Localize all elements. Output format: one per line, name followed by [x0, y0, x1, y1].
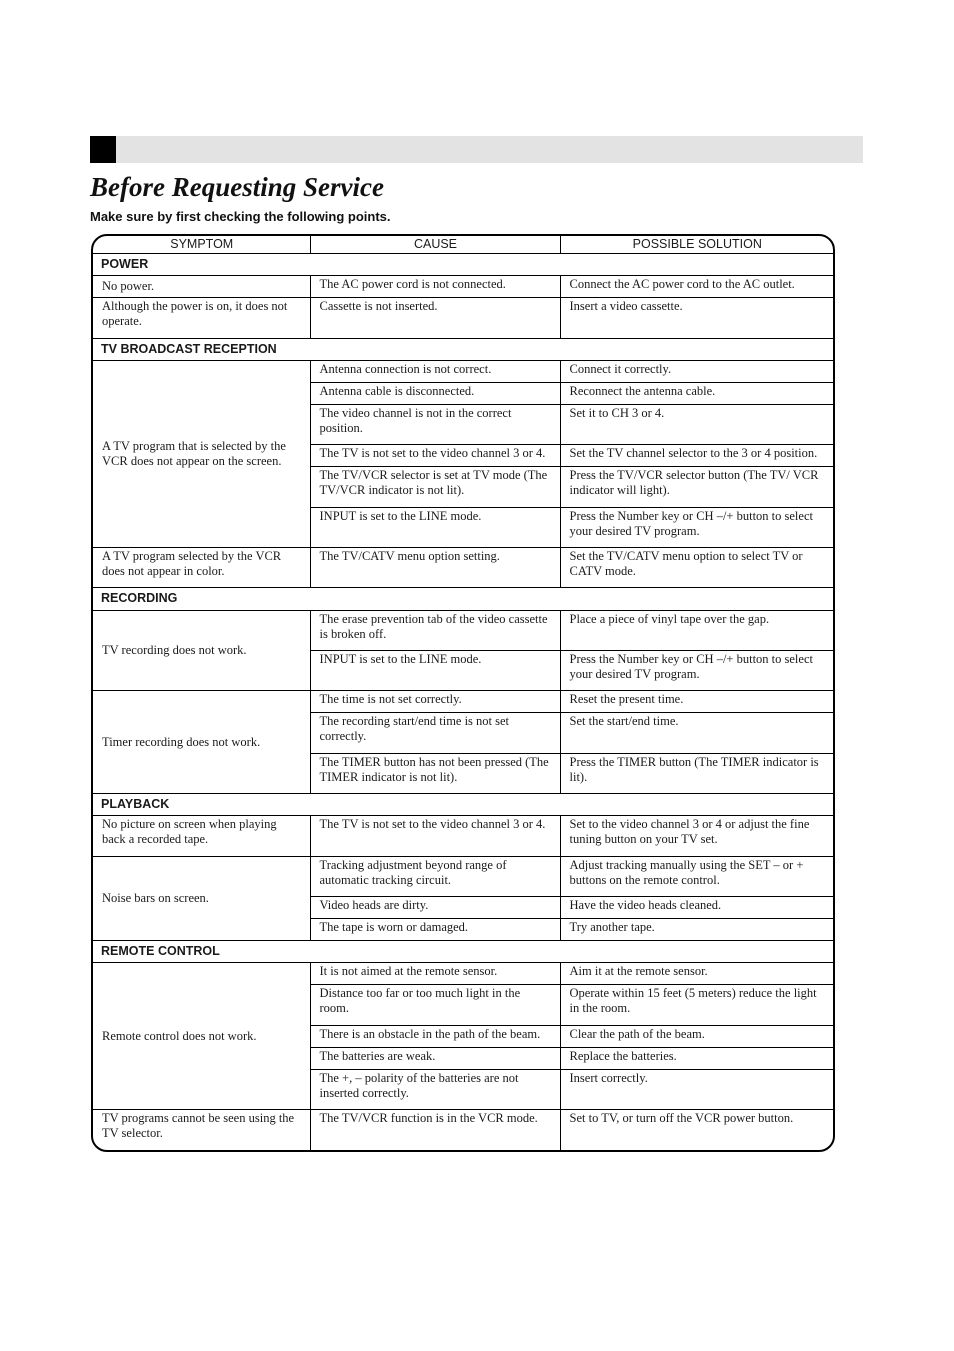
- cause-cell: The erase prevention tab of the video cassette is broken off.: [310, 610, 560, 650]
- table-row: [93, 360, 833, 382]
- cause-cell: The TV is not set to the video channel 3 or 4.: [310, 445, 560, 467]
- cause-cell: Antenna connection is not correct.: [310, 360, 560, 382]
- cause-cell: The video channel is not in the correct position.: [310, 404, 560, 444]
- cause-cell: The TV/VCR selector is set at TV mode (The TV/VCR indicator is not lit).: [310, 467, 560, 507]
- symptom-cell: Timer recording does not work.: [93, 691, 310, 794]
- header-symptom: SYMPTOM: [93, 236, 310, 254]
- table-row: [93, 691, 833, 713]
- section-row: [93, 338, 833, 360]
- section-title: REMOTE CONTROL: [93, 941, 833, 963]
- cause-cell: Tracking adjustment beyond range of automatic tracking circuit.: [310, 856, 560, 896]
- section-row: [93, 941, 833, 963]
- cause-cell: The batteries are weak.: [310, 1047, 560, 1069]
- solution-cell: Set the TV channel selector to the 3 or 4 position.: [560, 445, 833, 467]
- header-bar: [90, 136, 863, 163]
- symptom-cell: A TV program that is selected by the VCR does not appear on the screen.: [93, 360, 310, 547]
- table-row: [93, 548, 833, 588]
- symptom-cell: Although the power is on, it does not operate.: [93, 298, 310, 338]
- page-title: Before Requesting Service: [90, 172, 384, 202]
- table-row: [93, 963, 833, 985]
- cause-cell: Distance too far or too much light in the room.: [310, 985, 560, 1025]
- solution-cell: Set to the video channel 3 or 4 or adjust the fine tuning button on your TV set.: [560, 816, 833, 856]
- section-title: POWER: [93, 254, 833, 276]
- table-body: [93, 254, 833, 1151]
- solution-cell: Adjust tracking manually using the SET – or + buttons on the remote control.: [560, 856, 833, 896]
- table-row: [93, 276, 833, 298]
- cause-cell: Video heads are dirty.: [310, 897, 560, 919]
- solution-cell: Replace the batteries.: [560, 1047, 833, 1069]
- symptom-cell: A TV program selected by the VCR does not appear in color.: [93, 548, 310, 588]
- cause-cell: The TV/CATV menu option setting.: [310, 548, 560, 588]
- symptom-cell: No picture on screen when playing back a recorded tape.: [93, 816, 310, 856]
- solution-cell: Press the TIMER button (The TIMER indicator is lit).: [560, 753, 833, 793]
- page-subtitle: Make sure by first checking the following points.: [90, 209, 391, 224]
- solution-cell: Reset the present time.: [560, 691, 833, 713]
- table-row: [93, 610, 833, 650]
- solution-cell: Insert a video cassette.: [560, 298, 833, 338]
- section-title: TV BROADCAST RECEPTION: [93, 338, 833, 360]
- solution-cell: Set the start/end time.: [560, 713, 833, 753]
- cause-cell: INPUT is set to the LINE mode.: [310, 507, 560, 547]
- cause-cell: Cassette is not inserted.: [310, 298, 560, 338]
- solution-cell: Press the Number key or CH –/+ button to select your desired TV program.: [560, 650, 833, 690]
- table-row: [93, 1110, 833, 1150]
- cause-cell: The TV is not set to the video channel 3 or 4.: [310, 816, 560, 856]
- solution-cell: Aim it at the remote sensor.: [560, 963, 833, 985]
- solution-cell: Set it to CH 3 or 4.: [560, 404, 833, 444]
- cause-cell: The +, – polarity of the batteries are not inserted correctly.: [310, 1069, 560, 1109]
- solution-cell: Connect it correctly.: [560, 360, 833, 382]
- section-title: PLAYBACK: [93, 794, 833, 816]
- header-block: [90, 136, 116, 163]
- symptom-cell: Noise bars on screen.: [93, 856, 310, 941]
- cause-cell: It is not aimed at the remote sensor.: [310, 963, 560, 985]
- section-row: [93, 588, 833, 610]
- table-row: [93, 816, 833, 856]
- solution-cell: Press the Number key or CH –/+ button to select your desired TV program.: [560, 507, 833, 547]
- header-cause: CAUSE: [310, 236, 560, 254]
- cause-cell: There is an obstacle in the path of the beam.: [310, 1025, 560, 1047]
- cause-cell: The time is not set correctly.: [310, 691, 560, 713]
- cause-cell: INPUT is set to the LINE mode.: [310, 650, 560, 690]
- table-row: [93, 298, 833, 338]
- cause-cell: The AC power cord is not connected.: [310, 276, 560, 298]
- section-row: [93, 254, 833, 276]
- solution-cell: Set to TV, or turn off the VCR power button.: [560, 1110, 833, 1150]
- symptom-cell: Remote control does not work.: [93, 963, 310, 1110]
- solution-cell: Clear the path of the beam.: [560, 1025, 833, 1047]
- solution-cell: Insert correctly.: [560, 1069, 833, 1109]
- symptom-cell: TV recording does not work.: [93, 610, 310, 691]
- symptom-cell: No power.: [93, 276, 310, 298]
- cause-cell: The TIMER button has not been pressed (The TIMER indicator is not lit).: [310, 753, 560, 793]
- solution-cell: Set the TV/CATV menu option to select TV or CATV mode.: [560, 548, 833, 588]
- cause-cell: The tape is worn or damaged.: [310, 919, 560, 941]
- solution-cell: Press the TV/VCR selector button (The TV/ VCR indicator will light).: [560, 467, 833, 507]
- solution-cell: Have the video heads cleaned.: [560, 897, 833, 919]
- section-title: RECORDING: [93, 588, 833, 610]
- cause-cell: The recording start/end time is not set correctly.: [310, 713, 560, 753]
- symptom-cell: TV programs cannot be seen using the TV selector.: [93, 1110, 310, 1150]
- section-row: [93, 794, 833, 816]
- troubleshooting-table: [91, 234, 835, 1152]
- solution-cell: Reconnect the antenna cable.: [560, 382, 833, 404]
- solution-cell: Operate within 15 feet (5 meters) reduce the light in the room.: [560, 985, 833, 1025]
- cause-cell: The TV/VCR function is in the VCR mode.: [310, 1110, 560, 1150]
- solution-cell: Connect the AC power cord to the AC outlet.: [560, 276, 833, 298]
- table-row: [93, 856, 833, 896]
- header-solution: POSSIBLE SOLUTION: [560, 236, 833, 254]
- solution-cell: Place a piece of vinyl tape over the gap.: [560, 610, 833, 650]
- table-header-row: [93, 236, 833, 254]
- cause-cell: Antenna cable is disconnected.: [310, 382, 560, 404]
- solution-cell: Try another tape.: [560, 919, 833, 941]
